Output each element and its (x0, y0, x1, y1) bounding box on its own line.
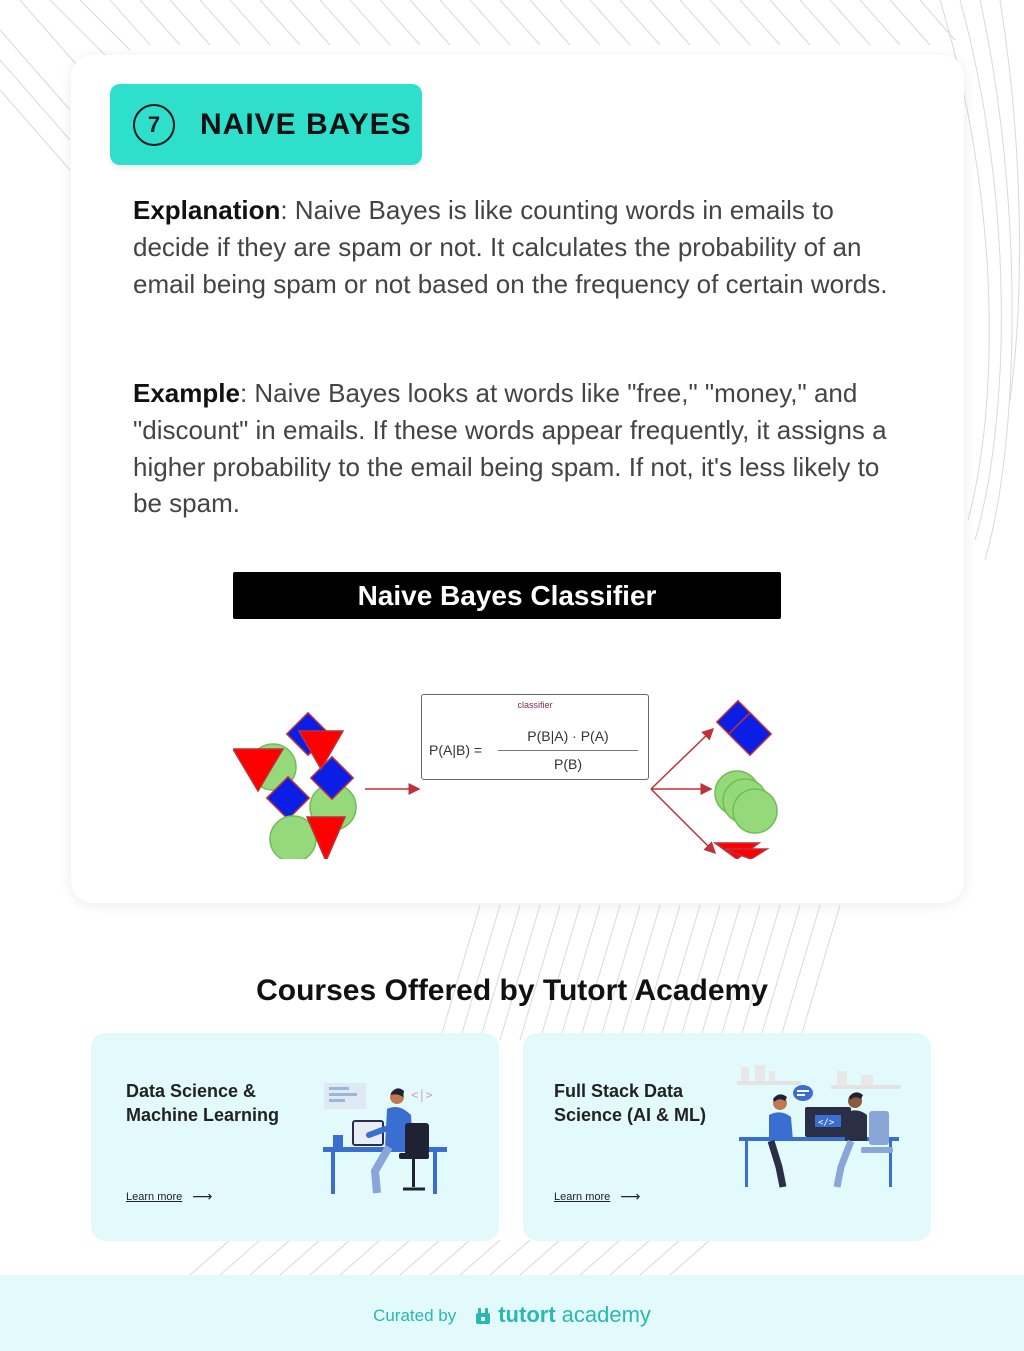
naive-bayes-diagram (233, 571, 783, 859)
curated-by-text: Curated by (373, 1306, 457, 1325)
course-title: Data Science & Machine Learning (126, 1081, 280, 1125)
course-card-full-stack-data-science[interactable] (523, 1033, 931, 1241)
explanation-text: : Naive Bayes is like counting words in emails to decide if they are spam or not. It calculates the probability of an email being spam or not based on the frequency of certain words. (133, 195, 888, 299)
brand-name-light: academy (561, 1302, 651, 1327)
svg-text:<|>: <|> (411, 1088, 433, 1102)
output-arrow-triangles (651, 789, 715, 853)
person-at-desk-illustration (319, 1075, 454, 1197)
section-number: 7 (133, 104, 175, 146)
two-people-coding-illustration (733, 1055, 903, 1195)
explanation-label: Explanation (133, 195, 281, 225)
svg-text:</>: </> (818, 1118, 835, 1128)
learn-more-text[interactable]: Learn more (554, 1190, 611, 1203)
formula-fraction-bar (498, 750, 638, 751)
output-circles-group (715, 771, 777, 833)
formula-caption: classifier (517, 700, 553, 710)
circle-shape (733, 789, 777, 833)
course-title: Full Stack Data Science (AI & ML) (554, 1081, 707, 1125)
example-paragraph (133, 375, 913, 522)
course-card-data-science[interactable] (91, 1033, 499, 1241)
learn-more-link[interactable] (554, 1188, 639, 1205)
input-shapes-cluster (233, 713, 356, 859)
long-right-arrow-icon: ⟶ (192, 1188, 212, 1204)
output-triangles-group (715, 843, 767, 859)
formula-numerator: P(B|A) · P(A) (527, 728, 609, 744)
tutort-logo-icon (474, 1307, 492, 1325)
learn-more-link[interactable] (126, 1188, 211, 1205)
brand-name-bold: tutort (498, 1302, 556, 1327)
courses-heading: Courses Offered by Tutort Academy (256, 974, 768, 1007)
footer-bar (0, 1275, 1024, 1351)
diagram-title: Naive Bayes Classifier (233, 572, 781, 619)
section-title: NAIVE BAYES (200, 107, 412, 141)
explanation-paragraph (133, 192, 913, 302)
long-right-arrow-icon: ⟶ (620, 1188, 640, 1204)
section-badge (110, 84, 422, 165)
formula-denominator: P(B) (554, 756, 582, 772)
classifier-formula-box (421, 694, 649, 780)
output-diamonds-group (717, 701, 771, 755)
learn-more-text[interactable]: Learn more (126, 1190, 183, 1203)
example-text: : Naive Bayes looks at words like "free," "money," and "discount" in emails. If these words appear frequently, it assigns a higher probability to the email being spam. If not, it's less likely to be spam. (133, 378, 887, 519)
example-label: Example (133, 378, 240, 408)
output-arrow-diamonds (651, 729, 713, 789)
content-card (71, 55, 964, 903)
formula-lhs: P(A|B) = (429, 742, 483, 758)
